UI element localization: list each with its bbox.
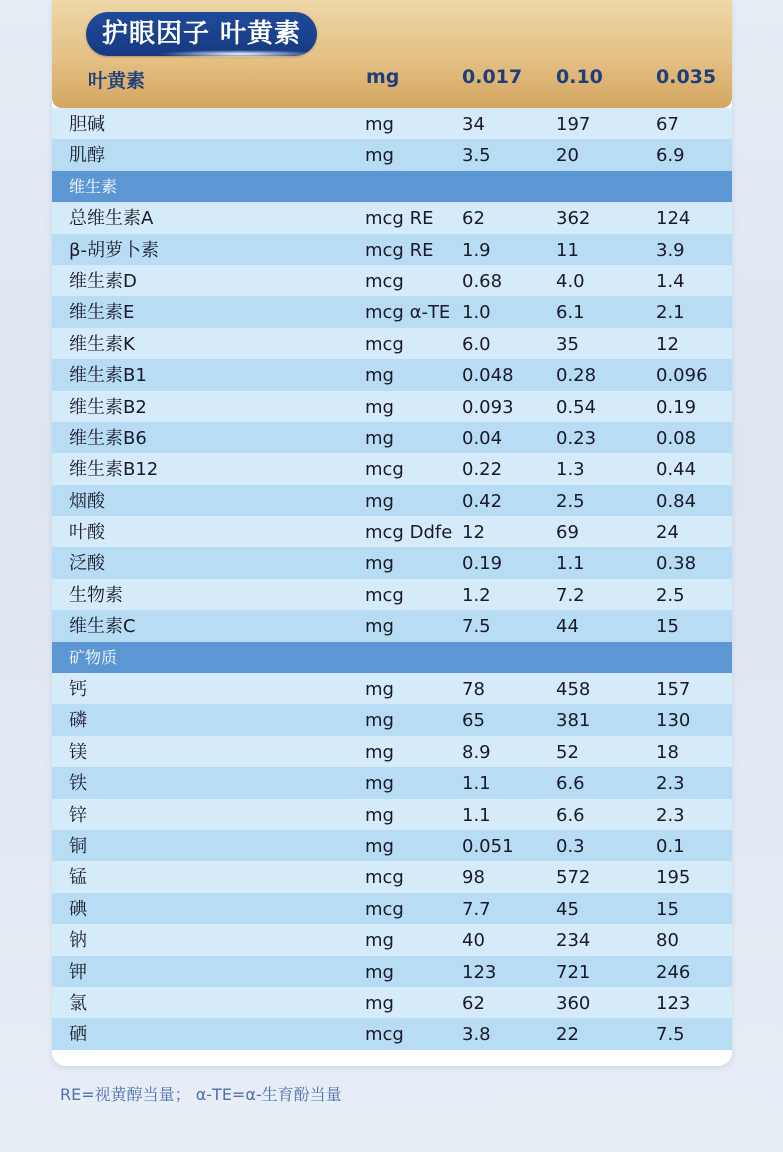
nutrient-value-2: 11 (556, 239, 579, 261)
nutrient-value-1: 0.04 (462, 427, 503, 449)
nutrient-value-1: 12 (462, 522, 485, 544)
nutrient-value-2: 1.1 (556, 553, 585, 575)
table-row (52, 610, 732, 641)
table-row (52, 1018, 732, 1049)
table-row (52, 453, 732, 484)
nutrient-unit: mg (365, 145, 394, 167)
nutrient-name: 钾 (69, 961, 87, 983)
nutrient-value-2: 362 (556, 208, 591, 230)
nutrient-unit: mg (365, 835, 394, 857)
header-value-3: 0.035 (656, 66, 717, 88)
nutrient-name: 碘 (69, 898, 87, 920)
table-row (52, 108, 732, 139)
nutrient-value-3: 12 (656, 333, 679, 355)
nutrient-unit: mcg (365, 270, 404, 292)
nutrient-name: 维生素B2 (69, 396, 147, 418)
table-row (52, 673, 732, 704)
nutrient-unit: mcg Ddfe (365, 522, 453, 544)
nutrient-value-3: 2.5 (656, 584, 685, 606)
nutrient-value-1: 1.9 (462, 239, 491, 261)
nutrient-name: 硒 (69, 1024, 87, 1046)
nutrient-name: 锰 (69, 867, 87, 889)
table-row (52, 767, 732, 798)
nutrient-value-1: 0.22 (462, 459, 503, 481)
nutrient-value-3: 0.44 (656, 459, 697, 481)
nutrient-value-2: 197 (556, 114, 591, 135)
nutrient-value-3: 2.1 (656, 302, 685, 324)
nutrient-name: 维生素B6 (69, 427, 147, 449)
nutrient-name: 钠 (69, 930, 87, 952)
nutrient-unit: mcg (365, 584, 404, 606)
title-glow-decoration (160, 50, 320, 58)
nutrient-value-3: 0.096 (656, 365, 708, 387)
table-row (52, 893, 732, 924)
nutrient-value-2: 1.3 (556, 459, 585, 481)
nutrient-name: 胆碱 (69, 114, 105, 135)
nutrient-unit: mg (365, 930, 394, 952)
nutrient-value-2: 6.6 (556, 773, 585, 795)
nutrient-name: 铁 (69, 773, 87, 795)
nutrition-table-card (52, 0, 732, 1066)
nutrient-value-2: 458 (556, 679, 591, 701)
nutrient-unit: mcg (365, 459, 404, 481)
nutrient-value-3: 195 (656, 867, 691, 889)
nutrient-unit: mcg RE (365, 239, 434, 261)
nutrient-value-1: 0.048 (462, 365, 514, 387)
nutrient-name: 维生素B12 (69, 459, 159, 481)
nutrient-value-2: 381 (556, 710, 591, 732)
header-value-1: 0.017 (462, 66, 523, 88)
nutrient-name: 维生素E (69, 302, 135, 324)
nutrient-unit: mg (365, 490, 394, 512)
nutrient-value-3: 157 (656, 679, 691, 701)
nutrient-value-1: 0.19 (462, 553, 503, 575)
nutrient-value-1: 62 (462, 208, 485, 230)
table-row (52, 422, 732, 453)
nutrient-unit: mg (365, 961, 394, 983)
nutrient-unit: mg (365, 804, 394, 826)
nutrient-unit: mg (365, 114, 394, 135)
nutrient-value-3: 6.9 (656, 145, 685, 167)
nutrient-name: 维生素K (69, 333, 135, 355)
nutrient-name: 泛酸 (69, 553, 105, 575)
nutrient-unit: mg (365, 616, 394, 638)
nutrient-value-2: 6.1 (556, 302, 585, 324)
nutrient-unit: mcg (365, 1024, 404, 1046)
nutrient-value-1: 40 (462, 930, 485, 952)
table-row (52, 391, 732, 422)
nutrient-unit: mg (365, 992, 394, 1014)
header-value-2: 0.10 (556, 66, 603, 88)
nutrient-value-3: 7.5 (656, 1024, 685, 1046)
nutrient-value-3: 123 (656, 992, 691, 1014)
nutrient-unit: mcg α-TE (365, 302, 451, 324)
table-row (52, 799, 732, 830)
table-row (52, 234, 732, 265)
table-row (52, 861, 732, 892)
table-row (52, 516, 732, 547)
nutrient-value-3: 0.19 (656, 396, 697, 418)
table-row (52, 924, 732, 955)
nutrient-value-2: 45 (556, 898, 579, 920)
nutrient-value-1: 65 (462, 710, 485, 732)
nutrient-value-3: 2.3 (656, 804, 685, 826)
nutrient-value-3: 80 (656, 930, 679, 952)
nutrient-unit: mg (365, 427, 394, 449)
nutrient-name: 总维生素A (69, 208, 154, 230)
table-row (52, 704, 732, 735)
nutrient-value-1: 0.42 (462, 490, 503, 512)
nutrient-value-2: 6.6 (556, 804, 585, 826)
nutrient-value-2: 0.3 (556, 835, 585, 857)
table-row (52, 359, 732, 390)
nutrient-value-3: 3.9 (656, 239, 685, 261)
nutrient-value-3: 15 (656, 616, 679, 638)
nutrient-value-1: 123 (462, 961, 497, 983)
nutrient-value-1: 3.5 (462, 145, 491, 167)
nutrient-value-2: 0.28 (556, 365, 597, 387)
nutrient-unit: mcg (365, 867, 404, 889)
nutrient-value-1: 1.1 (462, 773, 491, 795)
footnote: RE=视黄醇当量； α-TE=α-生育酚当量 (60, 1085, 342, 1104)
nutrient-value-2: 35 (556, 333, 579, 355)
nutrient-value-3: 130 (656, 710, 691, 732)
nutrient-name: 锌 (69, 804, 87, 826)
nutrient-value-2: 20 (556, 145, 579, 167)
table-row (52, 296, 732, 327)
nutrient-value-3: 124 (656, 208, 691, 230)
nutrient-name: 维生素B1 (69, 365, 147, 387)
table-row (52, 736, 732, 767)
nutrient-value-2: 22 (556, 1024, 579, 1046)
section-header-row (52, 642, 732, 673)
table-row (52, 202, 732, 233)
nutrient-value-2: 0.23 (556, 427, 597, 449)
nutrient-name: β-胡萝卜素 (69, 239, 159, 261)
nutrient-value-1: 7.5 (462, 616, 491, 638)
nutrient-value-2: 69 (556, 522, 579, 544)
nutrient-name: 镁 (69, 741, 87, 763)
nutrient-value-1: 98 (462, 867, 485, 889)
nutrient-name: 维生素C (69, 616, 136, 638)
section-header-label: 矿物质 (69, 647, 118, 667)
nutrient-value-1: 0.68 (462, 270, 503, 292)
nutrient-unit: mg (365, 710, 394, 732)
nutrient-name: 肌醇 (69, 145, 105, 167)
nutrient-value-3: 0.1 (656, 835, 685, 857)
nutrient-value-2: 234 (556, 930, 591, 952)
nutrient-name: 铜 (69, 835, 87, 857)
table-row (52, 987, 732, 1018)
table-row (52, 956, 732, 987)
nutrient-unit: mg (365, 396, 394, 418)
nutrient-value-2: 44 (556, 616, 579, 638)
section-header-label: 维生素 (69, 176, 118, 196)
nutrient-value-1: 34 (462, 114, 485, 135)
section-title: 护眼因子 叶黄素 (86, 12, 317, 56)
nutrient-value-3: 0.84 (656, 490, 697, 512)
nutrient-unit: mg (365, 741, 394, 763)
nutrient-value-3: 18 (656, 741, 679, 763)
nutrient-value-1: 1.1 (462, 804, 491, 826)
nutrient-rows (52, 108, 732, 1050)
nutrient-value-1: 1.0 (462, 302, 491, 324)
nutrient-value-2: 52 (556, 741, 579, 763)
nutrient-name: 叶酸 (69, 522, 105, 544)
nutrient-value-3: 24 (656, 522, 679, 544)
nutrient-value-3: 2.3 (656, 773, 685, 795)
nutrient-name: 维生素D (69, 270, 137, 292)
nutrient-value-1: 0.051 (462, 835, 514, 857)
header-nutrient-unit: mg (366, 66, 400, 88)
nutrient-unit: mg (365, 365, 394, 387)
table-header (52, 0, 732, 108)
nutrient-name: 钙 (69, 679, 87, 701)
table-row (52, 547, 732, 578)
nutrient-value-1: 78 (462, 679, 485, 701)
table-row (52, 139, 732, 170)
nutrient-value-2: 360 (556, 992, 591, 1014)
nutrient-value-1: 7.7 (462, 898, 491, 920)
nutrient-value-1: 1.2 (462, 584, 491, 606)
nutrient-value-2: 0.54 (556, 396, 597, 418)
nutrient-value-1: 6.0 (462, 333, 491, 355)
nutrient-value-1: 8.9 (462, 741, 491, 763)
nutrient-value-2: 721 (556, 961, 591, 983)
nutrient-value-2: 2.5 (556, 490, 585, 512)
nutrient-value-3: 246 (656, 961, 691, 983)
nutrient-name: 磷 (69, 710, 87, 732)
nutrient-value-3: 0.38 (656, 553, 697, 575)
table-row (52, 485, 732, 516)
header-nutrient-name: 叶黄素 (88, 70, 146, 92)
table-row (52, 830, 732, 861)
nutrient-name: 氯 (69, 992, 87, 1014)
nutrient-unit: mg (365, 553, 394, 575)
nutrient-value-3: 0.08 (656, 427, 697, 449)
nutrient-value-1: 0.093 (462, 396, 514, 418)
nutrient-value-2: 4.0 (556, 270, 585, 292)
section-header-row (52, 171, 732, 202)
nutrient-value-1: 62 (462, 992, 485, 1014)
nutrient-value-2: 572 (556, 867, 591, 889)
nutrient-value-3: 67 (656, 114, 679, 135)
nutrient-unit: mg (365, 773, 394, 795)
nutrient-value-3: 15 (656, 898, 679, 920)
nutrient-value-1: 3.8 (462, 1024, 491, 1046)
nutrient-value-2: 7.2 (556, 584, 585, 606)
table-row (52, 328, 732, 359)
nutrient-unit: mcg RE (365, 208, 434, 230)
nutrient-name: 生物素 (69, 584, 123, 606)
nutrient-unit: mcg (365, 898, 404, 920)
nutrient-unit: mcg (365, 333, 404, 355)
nutrient-value-3: 1.4 (656, 270, 685, 292)
table-row (52, 579, 732, 610)
table-row (52, 265, 732, 296)
nutrient-name: 烟酸 (69, 490, 105, 512)
nutrient-unit: mg (365, 679, 394, 701)
